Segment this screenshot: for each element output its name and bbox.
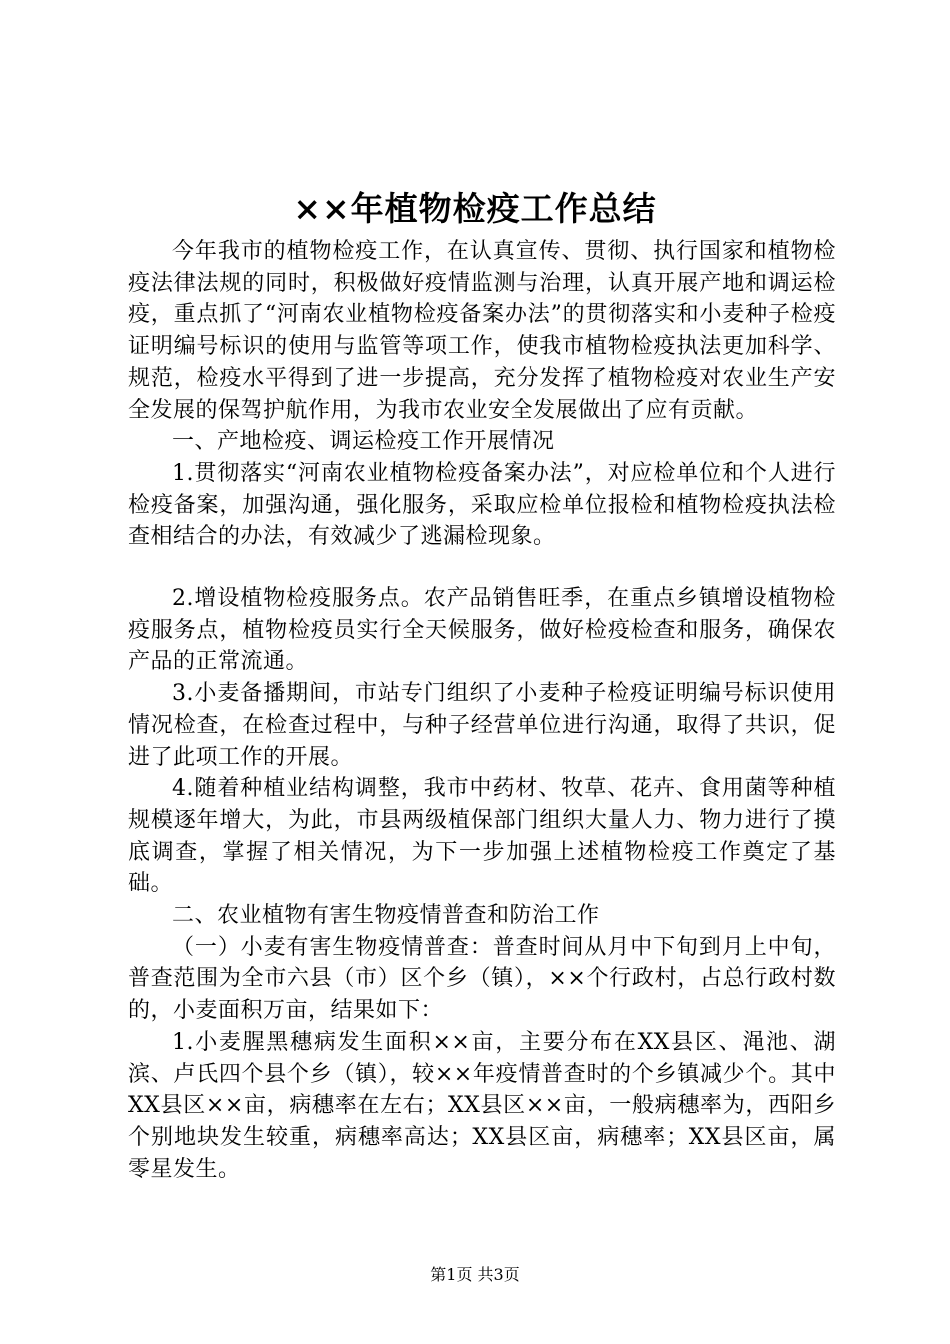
page-footer: 第1页 共3页	[430, 1265, 520, 1284]
document-body	[128, 236, 836, 1185]
paragraph-item-4: 4.随着种植业结构调整，我市中药材、牧草、花卉、食用菌等种植规模逐年增大，为此，市县两级植保部门组织大量人力、物力进行了摸底调查，掌握了相关情况，为下一步加强上述植物检疫工作奠定了基础。	[128, 776, 836, 897]
section-heading-1: 一、产地检疫、调运检疫工作开展情况	[172, 429, 555, 455]
paragraph-item-3: 3.小麦备播期间，市站专门组织了小麦种子检疫证明编号标识使用情况检查，在检查过程中，与种子经营单位进行沟通，取得了共识，促进了此项工作的开展。	[128, 681, 836, 770]
subsection-paragraph: （一）小麦有害生物疫情普查：普查时间从月中下旬到月上中旬，普查范围为全市六县（市）区个乡（镇），××个行政村，占总行政村数的，小麦面积万亩，结果如下：	[128, 934, 836, 1024]
intro-paragraph: 今年我市的植物检疫工作，在认真宣传、贯彻、执行国家和植物检疫法律法规的同时，积极做好疫情监测与治理，认真开展产地和调运检疫，重点抓了“河南农业植物检疫备案办法”的贯彻落实和小麦种子检疫证明编号标识的使用与监管等项工作，使我市植物检疫执法更加科学、规范，检疫水平得到了进一步提高，充分发挥了植物检疫对农业生产安全发展的保驾护航作用，为我市农业安全发展做出了应有贡献。	[128, 239, 836, 423]
paragraph-item-2: 2.增设植物检疫服务点。农产品销售旺季，在重点乡镇增设植物检疫服务点，植物检疫员实行全天候服务，做好检疫检查和服务，确保农产品的正常流通。	[128, 586, 836, 675]
document-title: ××年植物检疫工作总结	[293, 189, 657, 228]
section-heading-2: 二、农业植物有害生物疫情普查和防治工作	[172, 903, 600, 929]
paragraph-item-5: 1.小麦腥黑穗病发生面积××亩，主要分布在XX县区、渑池、湖滨、卢氏四个县个乡（镇），较××年疫情普查时的个乡镇减少个。其中XX县区××亩，病穗率在左右；XX县区××亩，一般病穗率为，西阳乡个别地块发生较重，病穗率高达；XX县区亩，病穗率；XX县区亩，属零星发生。	[128, 1029, 836, 1182]
paragraph-item-1: 1.贯彻落实“河南农业植物检疫备案办法”，对应检单位和个人进行检疫备案，加强沟通，强化服务，采取应检单位报检和植物检疫执法检查相结合的办法，有效减少了逃漏检现象。	[128, 460, 836, 550]
